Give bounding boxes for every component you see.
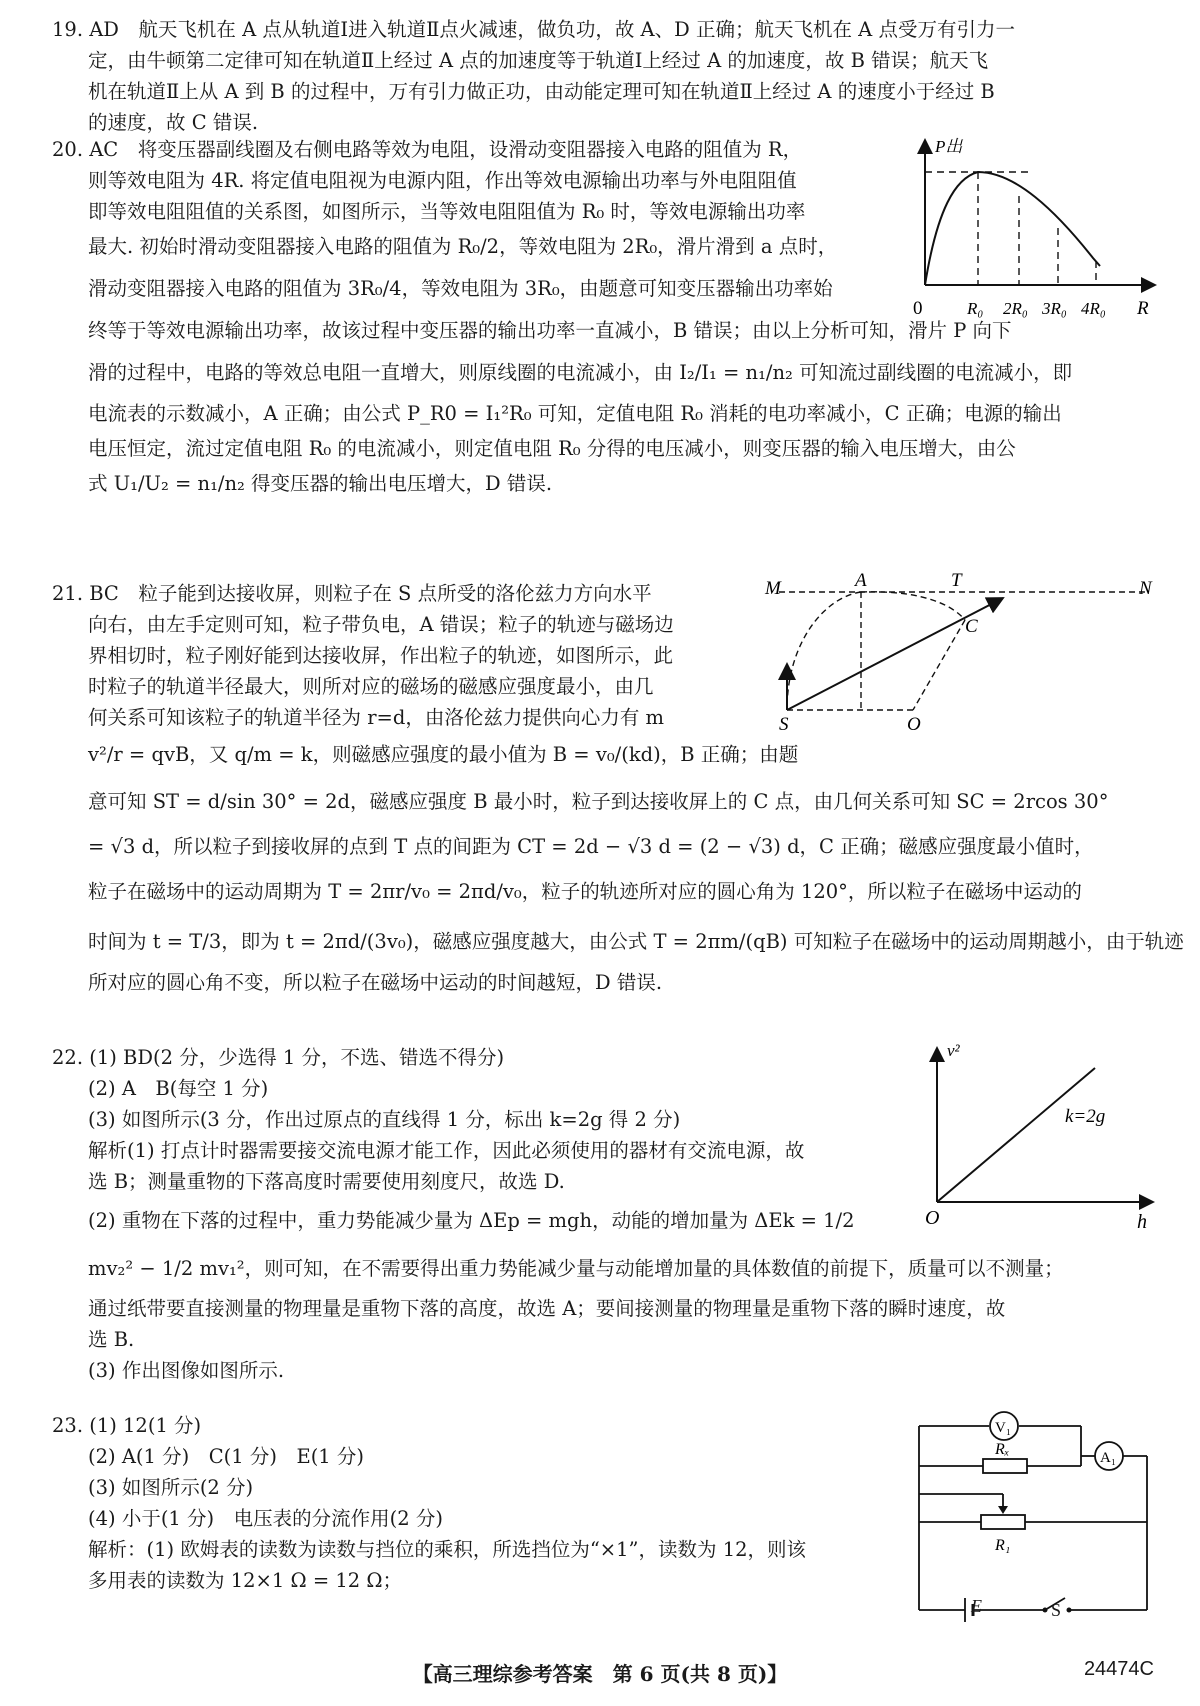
q23-line: (3) 如图所示(2 分): [88, 1476, 254, 1499]
q19-line: 机在轨道Ⅱ上从 A 到 B 的过程中，万有引力做正功，由动能定理可知在轨道Ⅱ上经过 A 的速度小于经过 B: [88, 80, 995, 103]
tick-label: 2R₀: [1003, 299, 1028, 318]
q21-line: 21. BC 粒子能到达接收屏，则粒子在 S 点所受的洛伦兹力方向水平: [52, 582, 652, 605]
trajectory-arc: [861, 592, 965, 620]
q21-line: v²/r = qvB，又 q/m = k，则磁感应强度的最小值为 B = v₀/(kd)，B 正确；由题: [88, 743, 799, 766]
q22-line: (3) 作出图像如图所示.: [88, 1359, 285, 1382]
q20-line: 电流表的示数减小，A 正确；由公式 P_R0 = I₁²R₀ 可知，定值电阻 R₀ 消耗的电功率减小，C 正确；电源的输出: [88, 402, 1062, 425]
x-axis-label: h: [1137, 1211, 1147, 1233]
question-23: [52, 1410, 806, 1596]
x-axis-label: R: [1137, 298, 1149, 319]
q20-line: 最大. 初始时滑动变阻器接入电路的阻值为 R₀/2，等效电阻为 2R₀，滑片滑到 a 点时，: [88, 235, 838, 258]
point-label: C: [965, 616, 978, 637]
radius-line: [913, 620, 965, 710]
point-label: M: [765, 578, 781, 599]
q20-line: 电压恒定，流过定值电阻 R₀ 的电流减小，则定值电阻 R₀ 分得的电压减小，则变压器的输入电压增大，由公: [88, 437, 1016, 460]
q21-line: 界相切时，粒子刚好能到达接收屏，作出粒子的轨迹，如图所示，此: [88, 644, 674, 667]
voltmeter-label: V₁: [995, 1420, 1012, 1436]
q21-line: 时粒子的轨道半径最大，则所对应的磁场的磁感应强度最小，由几: [88, 675, 654, 698]
origin-label: 0: [913, 298, 923, 319]
q23-line: (4) 小于(1 分) 电压表的分流作用(2 分): [88, 1507, 443, 1530]
y-axis-label: P出: [935, 137, 963, 156]
q23-line: 解析：(1) 欧姆表的读数为读数与挡位的乘积，所选挡位为“×1”，读数为 12，则该: [88, 1538, 807, 1561]
q22-line: (2) 重物在下落的过程中，重力势能减少量为 ΔEp = mgh，动能的增加量为 ΔEk = 1/2: [88, 1209, 855, 1232]
q22-line: 选 B；测量重物的下落高度时需要使用刻度尺，故选 D.: [88, 1170, 565, 1193]
footer-code: 24474C: [1083, 1658, 1154, 1680]
q22-line: 选 B.: [88, 1328, 135, 1351]
q23-line: (2) A(1 分) C(1 分) E(1 分): [88, 1445, 365, 1468]
q23-line: 23. (1) 12(1 分): [52, 1414, 202, 1437]
q22-line: (2) A B(每空 1 分): [88, 1077, 269, 1100]
q20-line: 滑的过程中，电路的等效总电阻一直增大，则原线圈的电流减小，由 I₂/I₁ = n₁/n₂ 可知流过副线圈的电流减小，即: [88, 361, 1073, 384]
battery-label: E: [971, 1596, 982, 1616]
q21-line: 所对应的圆心角不变，所以粒子在磁场中运动的时间越短，D 错误.: [88, 971, 663, 994]
slope-label: k=2g: [1065, 1106, 1106, 1127]
y-axis-label: v²: [947, 1041, 960, 1060]
point-label: A: [855, 570, 867, 591]
q20-line: 终等于等效电源输出功率，故该过程中变压器的输出功率一直减小，B 错误；由以上分析可知，滑片 P 向下: [88, 319, 1012, 342]
point-label: O: [907, 714, 921, 735]
v2-h-graph: [925, 1040, 1165, 1244]
q19-line: 的速度，故 C 错误.: [88, 111, 259, 134]
q20-line: 即等效电阻阻值的关系图，如图所示，当等效电阻阻值为 R₀ 时，等效电源输出功率: [88, 200, 806, 223]
question-22: [52, 1042, 1064, 1386]
magnetic-field-diagram: [765, 572, 1165, 736]
q20-line: 20. AC 将变压器副线圈及右侧电路等效为电阻，设滑动变阻器接入电路的阻值为 R，: [52, 138, 803, 161]
trajectory-svg: [765, 570, 1165, 735]
resistor-rx-label: Rₓ: [995, 1441, 1010, 1458]
circuit-diagram: [915, 1410, 1170, 1626]
tick-label: 3R₀: [1042, 299, 1067, 318]
question-19: [52, 14, 1015, 138]
q21-line: 何关系可知该粒子的轨道半径为 r=d，由洛伦兹力提供向心力有 m: [88, 706, 665, 729]
power-curve: [925, 172, 1100, 285]
q22-line: 22. (1) BD(2 分，少选得 1 分，不选、错选不得分): [52, 1046, 505, 1069]
fit-line: [937, 1068, 1095, 1202]
q23-line: 多用表的读数为 12×1 Ω = 12 Ω；: [88, 1569, 403, 1592]
q20-line: 则等效电阻为 4R. 将定值电阻视为电源内阻，作出等效电源输出功率与外电阻阻值: [88, 169, 797, 192]
rheostat-label: R₁: [995, 1537, 1011, 1554]
point-label: T: [951, 570, 962, 591]
q21-line: 向右，由左手定则可知，粒子带负电，A 错误；粒子的轨迹与磁场边: [88, 613, 674, 636]
slider-arrow: [998, 1506, 1008, 1514]
q22-line: 解析(1) 打点计时器需要接交流电源才能工作，因此必须使用的器材有交流电源，故: [88, 1139, 805, 1162]
q21-line: 意可知 ST = d/sin 30° = 2d，磁感应强度 B 最小时，粒子到达接收屏上的 C 点，由几何关系可知 SC = 2rcos 30°: [88, 790, 1109, 813]
rheostat-r1: [981, 1515, 1025, 1529]
trajectory-arc: [787, 592, 861, 710]
power-resistance-graph: [905, 137, 1165, 344]
v2-h-svg: [925, 1040, 1165, 1240]
q22-line: 通过纸带要直接测量的物理量是重物下落的高度，故选 A；要间接测量的物理量是重物下落的瞬时速度，故: [88, 1297, 1006, 1320]
switch-label: S: [1051, 1600, 1062, 1620]
q21-line: = √3 d，所以粒子到接收屏的点到 T 点的间距为 CT = 2d − √3 d = (2 − √3) d，C 正确；磁感应强度最小值时，: [88, 835, 1094, 858]
footer-page-info: 【高三理综参考答案 第 6 页(共 8 页)】: [412, 1662, 788, 1686]
origin-label: O: [925, 1207, 940, 1229]
point-label: N: [1139, 578, 1152, 599]
q19-line: 定，由牛顿第二定律可知在轨道Ⅱ上经过 A 点的加速度等于轨道Ⅰ上经过 A 的加速度，故 B 错误；航天飞: [88, 49, 989, 72]
q22-line: mv₂² − 1/2 mv₁²，则可知，在不需要得出重力势能减少量与动能增加量的具体数值的前提下，质量可以不测量；: [88, 1257, 1064, 1280]
circuit-svg: [915, 1410, 1170, 1622]
q21-line: 时间为 t = T/3，即为 t = 2πd/(3v₀)，磁感应强度越大，由公式 T = 2πm/(qB) 可知粒子在磁场中的运动周期越小，由于轨迹: [88, 930, 1184, 953]
q20-line: 滑动变阻器接入电路的阻值为 3R₀/4，等效电阻为 3R₀，由题意可知变压器输出功率始: [88, 277, 833, 300]
power-curve-svg: [905, 137, 1165, 340]
point-label: S: [779, 714, 789, 735]
q22-line: (3) 如图所示(3 分，作出过原点的直线得 1 分，标出 k=2g 得 2 分): [88, 1108, 681, 1131]
direction-line: [787, 598, 1003, 710]
tick-label: R₀: [967, 299, 984, 318]
q21-line: 粒子在磁场中的运动周期为 T = 2πr/v₀ = 2πd/v₀，粒子的轨迹所对应的圆心角为 120°，所以粒子在磁场中运动的: [88, 880, 1082, 903]
resistor-rx: [983, 1459, 1027, 1473]
q20-line: 式 U₁/U₂ = n₁/n₂ 得变压器的输出电压增大，D 错误.: [88, 472, 553, 495]
tick-label: 4R₀: [1081, 299, 1106, 318]
ammeter-label: A₁: [1100, 1450, 1117, 1466]
q19-line: 19. AD 航天飞机在 A 点从轨道Ⅰ进入轨道Ⅱ点火减速，做负功，故 A、D 正确；航天飞机在 A 点受万有引力一: [52, 18, 1015, 41]
